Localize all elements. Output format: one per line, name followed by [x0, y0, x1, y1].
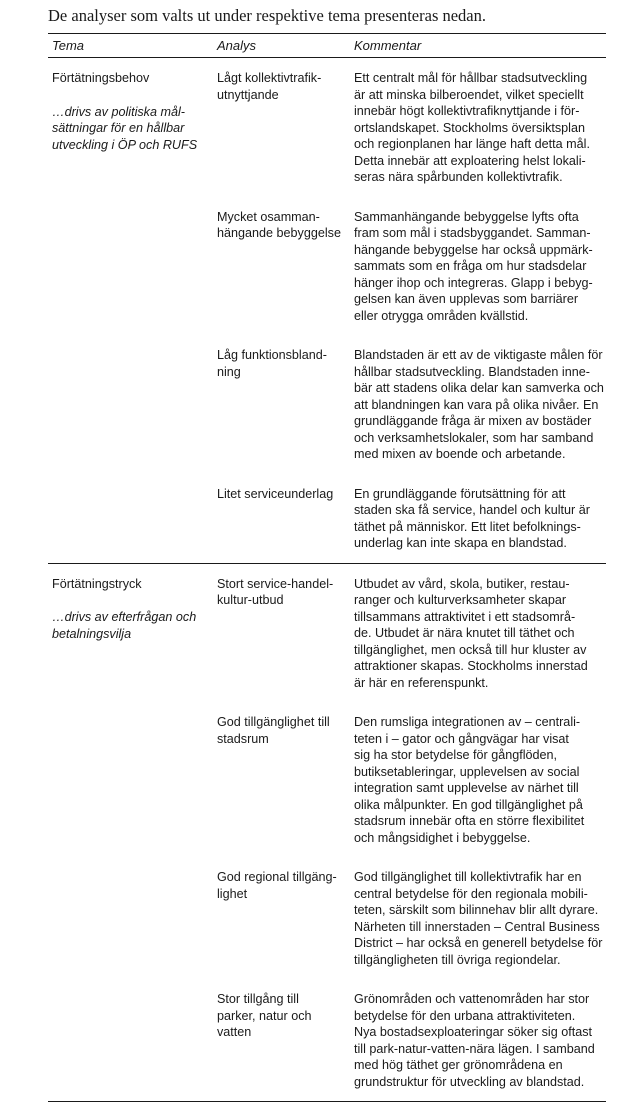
kommentar-line: Ett centralt mål för hållbar stadsutveckling: [354, 71, 588, 85]
kommentar-line: butiksetableringar, upplevelsen av social: [354, 764, 580, 779]
tema-cell: [52, 576, 210, 643]
kommentar-line: fram som mål i stadsbyggandet. Samman-: [354, 226, 591, 240]
kommentar-line: är att minska bilberoendet, vilket speciellt: [354, 87, 584, 102]
analys-line: lighet: [217, 886, 248, 901]
analys-line: Stor tillgång till: [217, 992, 299, 1006]
analys-line: hängande bebyggelse: [217, 226, 341, 240]
kommentar-line: grundläggande fråga är mixen av bostäder: [354, 414, 592, 428]
kommentar-line: God tillgänglighet till kollektivtrafik har en: [354, 870, 582, 884]
header-tema: Tema: [52, 38, 85, 53]
kommentar-line: ortslandskapet. Stockholms översiktsplan: [354, 120, 585, 135]
table-body: [48, 58, 606, 1101]
header-analys: Analys: [217, 38, 257, 53]
kommentar-line: hängande bebyggelse har också uppmärk-: [354, 242, 593, 257]
kommentar-line: teten, särskilt som bilinnehav blir allt dyrare.: [354, 903, 599, 917]
tema-description-line: betalningsvilja: [52, 626, 132, 641]
kommentar-line: ranger och kulturverksamheter skapar: [354, 593, 567, 607]
kommentar-line: attraktioner skapas. Stockholms innerstad: [354, 659, 588, 673]
kommentar-line: är här en referenspunkt.: [354, 675, 489, 690]
kommentar-cell: [354, 347, 604, 463]
analys-cell: [217, 714, 347, 846]
table-row: [217, 474, 606, 563]
kommentar-line: hållbar stadsutveckling. Blandstaden inne-: [354, 364, 590, 379]
kommentar-line: eller otrygga områden kvällstid.: [354, 308, 529, 323]
kommentar-cell: [354, 486, 604, 552]
analys-cell: [217, 869, 347, 968]
kommentar-line: och regionplanen har länge haft detta mål.: [354, 137, 590, 151]
kommentar-line: tillgängligheten till övriga regiondelar.: [354, 952, 561, 967]
table-row: [217, 58, 606, 197]
kommentar-line: sammats som en fråga om hur stadsdelar: [354, 259, 587, 273]
analys-line: God regional tillgäng-: [217, 870, 337, 884]
kommentar-line: hänger ihop och integreras. Glapp i bebyg-: [354, 275, 593, 290]
tema-description: [52, 104, 210, 154]
tema-description-line: sättningar för en hållbar: [52, 121, 185, 135]
analys-cell: [217, 209, 347, 325]
kommentar-line: Blandstaden är ett av de viktigaste målen för: [354, 348, 603, 362]
analys-cell: [217, 70, 347, 186]
analys-cell: [217, 347, 347, 463]
tema-title: Förtätningstryck: [52, 576, 142, 591]
tema-description-line: …drivs av politiska mål-: [52, 104, 185, 119]
kommentar-cell: [354, 991, 604, 1090]
kommentar-line: tillgänglighet, men också till hur kluster av: [354, 642, 587, 657]
kommentar-line: innebär högt kollektivtrafiknyttjande i för-: [354, 104, 580, 118]
kommentar-line: sig ha stor betydelse för gångflöden,: [354, 748, 558, 762]
analys-line: Stort service-handel-: [217, 576, 334, 591]
kommentar-line: Den rumsliga integrationen av – centrali-: [354, 715, 581, 729]
table-group: [48, 563, 606, 1102]
kommentar-cell: [354, 209, 604, 325]
kommentar-line: att blandningen kan vara på olika nivåer. En: [354, 397, 599, 412]
analys-line: vatten: [217, 1025, 252, 1039]
table-row: [217, 979, 606, 1101]
table-row: [217, 335, 606, 474]
analys-line: utnyttjande: [217, 87, 279, 102]
analys-line: God tillgänglighet till: [217, 715, 330, 729]
analys-line: Låg funktionsbland-: [217, 348, 327, 362]
tema-description: [52, 609, 210, 642]
tema-title: Förtätningsbehov: [52, 71, 150, 85]
kommentar-cell: [354, 714, 604, 846]
kommentar-line: staden ska få service, handel och kultur är: [354, 503, 590, 517]
table-row: [217, 564, 606, 703]
header-kommentar: Kommentar: [354, 38, 422, 53]
kommentar-line: olika målpunkter. En god tillgänglighet på: [354, 797, 583, 812]
tema-description-line: …drivs av efterfrågan och: [52, 610, 197, 624]
kommentar-line: stadsrum innebär ofta en större flexibilitet: [354, 814, 585, 828]
table-row: [217, 702, 606, 857]
analysis-table: [48, 33, 606, 1102]
analys-line: parker, natur och: [217, 1008, 312, 1023]
kommentar-line: Närheten till innerstaden – Central Business: [354, 919, 600, 934]
kommentar-line: och verksamhetslokaler, som har samband: [354, 430, 594, 445]
analys-line: Mycket osamman-: [217, 209, 320, 224]
kommentar-cell: [354, 869, 604, 968]
table-row: [217, 857, 606, 979]
kommentar-line: integration samt upplevelse av närhet till: [354, 781, 579, 795]
tema-cell: [52, 70, 210, 153]
kommentar-line: de. Utbudet är nära knutet till täthet och: [354, 626, 575, 640]
tema-description-line: utveckling i ÖP och RUFS: [52, 137, 198, 152]
kommentar-line: med hög täthet ger grönområdena en: [354, 1058, 563, 1072]
kommentar-line: underlag kan inte skapa en blandstad.: [354, 536, 567, 550]
kommentar-line: tillsammans attraktivitet i ett stadsområ-: [354, 609, 576, 624]
kommentar-line: Grönområden och vattenområden har stor: [354, 992, 590, 1006]
table-header: [48, 34, 606, 58]
kommentar-line: Nya bostadsexploateringar söker sig oftast: [354, 1025, 593, 1039]
analys-line: ning: [217, 364, 241, 379]
kommentar-line: till park-natur-vatten-nära lägen. I samband: [354, 1041, 595, 1056]
analys-cell: [217, 576, 347, 692]
kommentar-line: täthet på människor. Ett litet befolknings-: [354, 519, 581, 534]
kommentar-line: och mångsidighet i bebyggelse.: [354, 830, 531, 845]
analys-line: stadsrum: [217, 731, 269, 746]
kommentar-line: Detta innebär att exploatering helst lokali-: [354, 153, 586, 168]
table-group: [48, 58, 606, 563]
analys-line: kultur-utbud: [217, 593, 284, 607]
kommentar-line: Utbudet av vård, skola, butiker, restau-: [354, 576, 570, 591]
kommentar-cell: [354, 70, 604, 186]
analys-cell: [217, 991, 347, 1090]
kommentar-cell: [354, 576, 604, 692]
kommentar-line: District – har också en generell betydelse för: [354, 936, 603, 950]
analys-line: Litet serviceunderlag: [217, 486, 334, 501]
kommentar-line: bär att stadens olika delar kan samverka och: [354, 381, 604, 395]
analys-cell: [217, 486, 347, 552]
kommentar-line: Sammanhängande bebyggelse lyfts ofta: [354, 209, 579, 224]
kommentar-line: En grundläggande förutsättning för att: [354, 486, 566, 501]
table-row: [217, 197, 606, 336]
kommentar-line: central betydelse för den regionala mobili-: [354, 886, 588, 901]
kommentar-line: betydelse för den urbana attraktiviteten.: [354, 1008, 576, 1023]
analys-line: Lågt kollektivtrafik-: [217, 71, 322, 85]
kommentar-line: gelsen kan även upplevas som barriärer: [354, 292, 579, 306]
kommentar-line: med mixen av boende och arbetande.: [354, 447, 566, 461]
intro-text: De analyser som valts ut under respektive tema presenteras nedan.: [48, 6, 487, 25]
kommentar-line: teten i – gator och gångvägar har visat: [354, 731, 569, 746]
kommentar-line: seras nära spårbunden kollektivtrafik.: [354, 170, 563, 184]
kommentar-line: grundstruktur för utveckling av blandstad.: [354, 1074, 585, 1089]
